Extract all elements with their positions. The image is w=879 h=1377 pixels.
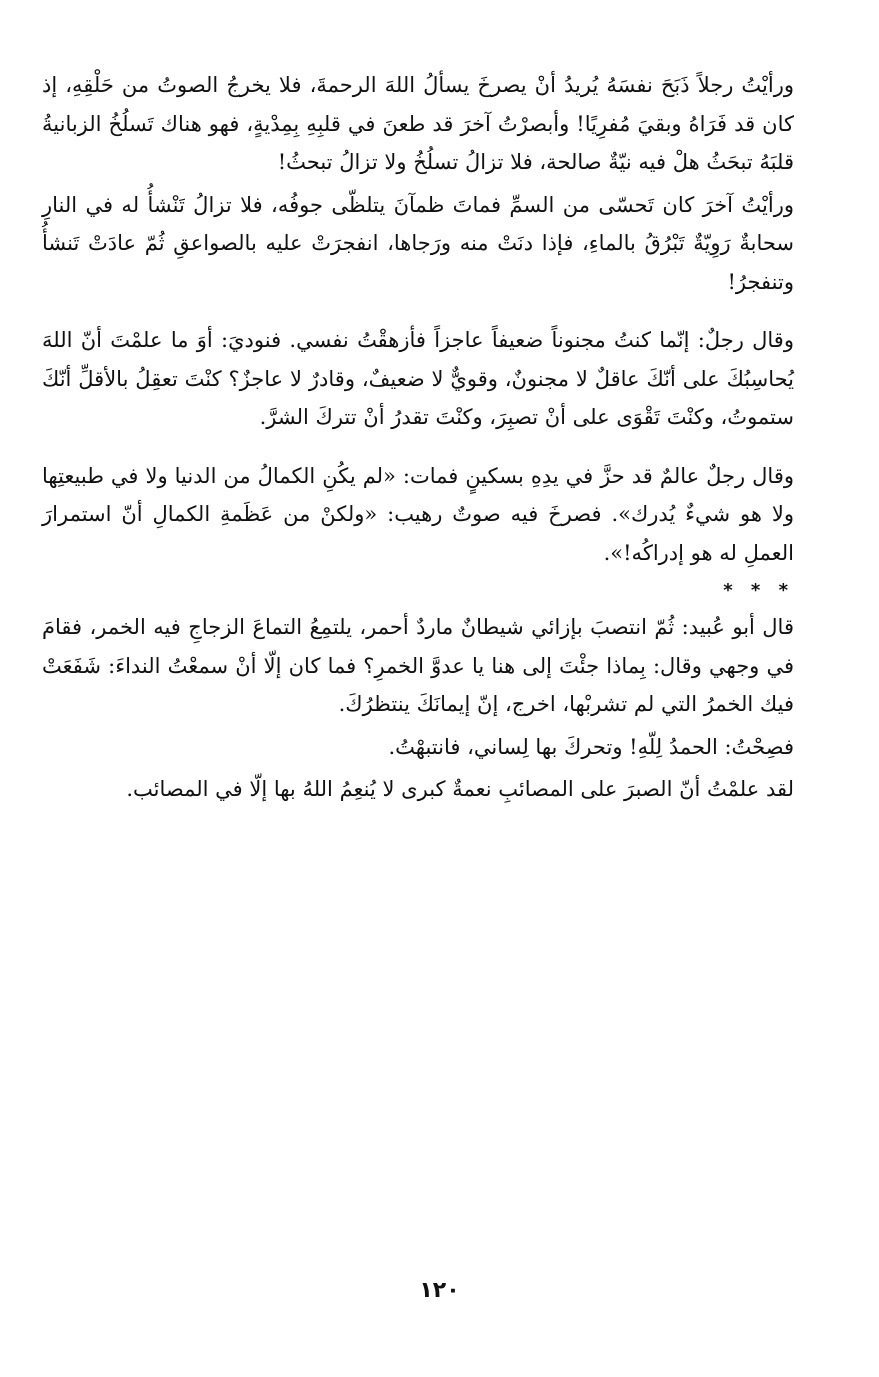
- paragraph-scholar: وقال رجلٌ عالمٌ قد حزَّ في يدِهِ بسكينٍ فمات: «لم يكُنِ الكمالُ من الدنيا ولا في طبيعتِها ولا هو شيءٌ يُدرك». فصرخَ فيه صوتٌ رهيب: «ولكنْ من عَظَمةِ الكمالِ أنّ استمرارَ العملِ له هو إدراكُه!».: [42, 463, 794, 565]
- paragraph-patience: لقد علمْتُ أنّ الصبرَ على المصائبِ نعمةٌ كبرى لا يُنعِمُ اللهُ بها إلّا في المصائب.: [126, 777, 794, 801]
- paragraph-self-slaughter: ورأيْتُ رجلاً ذَبَحَ نفسَهُ يُريدُ أنْ يصرخَ يسألُ اللهَ الرحمةَ، فلا يخرجُ الصوتُ من حَلْقِهِ، إذ كان قد فَرَاهُ وبقيَ مُفرِيًا! وأبصرْتُ آخرَ قد طعنَ في قلبِهِ بِمِدْيةٍ، فهو هناك تَسلُخُ الزبانيةُ قلبَهُ تبحَثُ هلْ فيه نيّةٌ صالحة، فلا تزالُ تسلُخُ ولا تزالُ تبحثُ!: [42, 73, 794, 174]
- paragraph-abu-ubaid: قال أبو عُبيد: ثُمّ انتصبَ بإزائي شيطانٌ ماردٌ أحمر، يلتمِعُ التماعَ الزجاجِ فيه الخمر، فقامَ في وجهي وقال: بِماذا جئْتَ إلى هنا يا عدوَّ الخمرِ؟ فما كان إلّا أنْ سمعْتُ النداءَ: شَفَعَتْ فيك الخمرُ التي لم تشربْها، اخرج، إنّ إيمانَكَ ينتظرُكَ.: [42, 615, 794, 716]
- paragraph-weak-man: وقال رجلٌ: إنّما كنتُ مجنوناً ضعيفاً عاجزاً فأزهقْتُ نفسي. فنوديَ: أوَ ما علمْتَ أنّ اللهَ يُحاسِبُكَ على أنّكَ عاقلٌ لا مجنونٌ، وقويٌّ لا ضعيفٌ، وقادرٌ لا عاجزٌ؟ كنْتَ تعقِلُ بالأقلِّ أنّكَ ستموتُ، وكنْتَ تَقْوَى على أنْ تصبِرَ، وكنْتَ تقدرُ أنْ تتركَ الشرَّ.: [42, 328, 794, 429]
- page-number: ١٢٠: [419, 1278, 460, 1303]
- paragraph-praise: فصِحْتُ: الحمدُ لِلّهِ! وتحركَ بها لِساني، فانتبهْتُ.: [388, 734, 794, 759]
- paragraph-poison: ورأيْتُ آخرَ كان تَحسّى من السمِّ فماتَ ظمآنَ يتلظّى جوفُه، فلا تزالُ تَنْشأُ له في النارِ سحابةٌ رَوِيّةٌ تَبْرُقُ بالماءِ، فإذا دنَتْ منه ورَجاها، انفجرَتْ عليه بالصواعقِ ثُمّ عادَتْ تَنشأُ وتنفجرُ!: [42, 192, 794, 294]
- section-separator: * * *: [723, 580, 794, 601]
- body-text: [42, 66, 794, 809]
